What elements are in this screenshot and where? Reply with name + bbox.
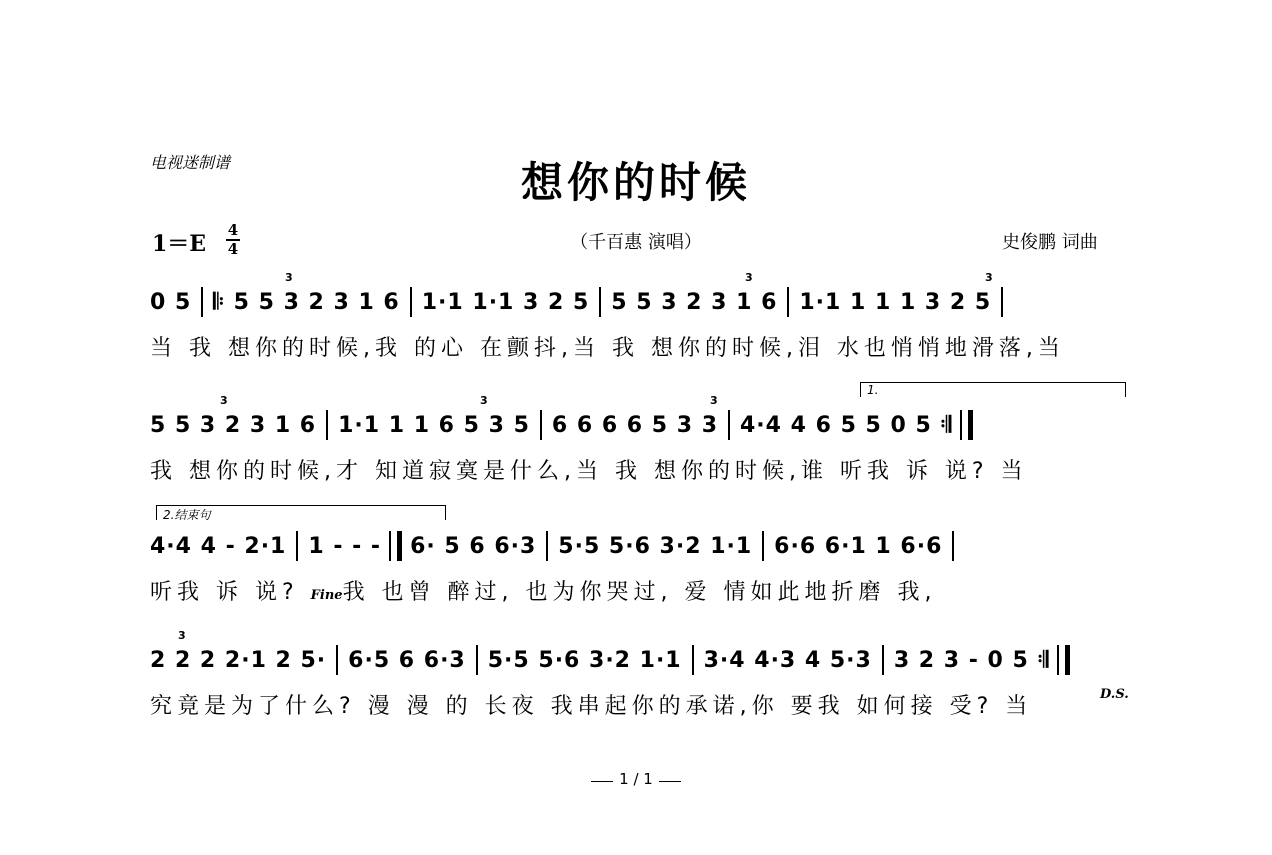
barline [599, 287, 601, 317]
notation-line [150, 410, 1130, 440]
second-ending-bracket: 2.结束句 [156, 505, 446, 520]
barline [546, 531, 548, 561]
notation-line [150, 531, 1130, 561]
page-number: 1 / 1 [619, 770, 653, 788]
triplet-mark: 3 [710, 394, 718, 407]
barline [336, 645, 338, 675]
triplet-mark: 3 [178, 629, 186, 642]
measure: 5 5 3 2 3 1 6 [611, 289, 778, 315]
measure: 1·1 1·1 3 2 5 [421, 289, 590, 315]
first-ending-bracket: 1. [860, 382, 1126, 397]
final-barline [389, 531, 402, 561]
measure: 5·5 5·6 3·2 1·1 [487, 647, 682, 673]
measure: 3·4 4·3 4 5·3 [703, 647, 872, 673]
measure: 4·4 4 - 2·1 [150, 533, 287, 559]
barline [326, 410, 328, 440]
time-signature-top: 4 [227, 221, 239, 239]
dal-segno-marking: D.S. [1100, 687, 1129, 702]
barline [787, 287, 789, 317]
score-system-1 [150, 271, 1130, 367]
song-title: 想你的时候 [520, 158, 751, 207]
barline [410, 287, 412, 317]
measure: 6· 5 6 6·3 [410, 533, 537, 559]
score-system-2 [150, 383, 1130, 490]
performer: （千百惠 演唱） [570, 232, 702, 253]
key-signature: 1＝E [152, 231, 207, 257]
measure: 1 - - - [308, 533, 382, 559]
score-system-4 [150, 629, 1130, 725]
triplet-mark: 3 [480, 394, 488, 407]
measure: 1·1 1 1 6 5 3 5 [338, 412, 530, 438]
barline [201, 287, 203, 317]
barline [476, 645, 478, 675]
measure: 3 2 3 - 0 5 𝄇 [893, 647, 1050, 673]
barline [882, 645, 884, 675]
end-repeat-barline [960, 410, 973, 440]
notation-line [150, 645, 1130, 675]
barline [540, 410, 542, 440]
barline [1001, 287, 1003, 317]
lyrics-line [150, 575, 937, 606]
lyrics-line: 当 我 想你的时候,我 的心 在颤抖,当 我 想你的时候,泪 水也悄悄地滑落,当 [150, 336, 1065, 361]
barline [692, 645, 694, 675]
notation-line [150, 287, 1130, 317]
measure: 5·5 5·6 3·2 1·1 [558, 533, 753, 559]
barline [296, 531, 298, 561]
lyrics-ending: 听我 诉 说? [150, 580, 299, 605]
barline [728, 410, 730, 440]
page-indicator [0, 770, 1272, 788]
triplet-mark: 3 [985, 271, 993, 284]
measure: 6·6 6·1 1 6·6 [774, 533, 943, 559]
measure: 2 2 2 2·1 2 5· [150, 647, 327, 673]
transcriber-credit: 电视迷制谱 [150, 153, 231, 172]
measure: 𝄆 5 5 3 2 3 1 6 [213, 289, 400, 315]
barline [952, 531, 954, 561]
triplet-mark: 3 [220, 394, 228, 407]
measure: 1·1 1 1 1 3 2 5 [799, 289, 992, 315]
measure: 6 6 6 6 5 3 3 [551, 412, 718, 438]
time-signature [224, 222, 242, 258]
lyrics-chorus: 我 也曾 醉过, 也为你哭过, 爱 情如此地折磨 我, [342, 580, 937, 605]
score-system-3 [150, 508, 1130, 611]
lyricist-composer: 史俊鹏 词曲 [1002, 232, 1098, 253]
end-repeat-barline [1057, 645, 1070, 675]
measure: 4·4 4 6 5 5 0 5 𝄇 [740, 412, 953, 438]
fine-marking: Fine [310, 588, 343, 603]
lyrics-line: 究竟是为了什么? 漫 漫 的 长夜 我串起你的承诺,你 要我 如何接 受? 当 [150, 694, 1033, 719]
triplet-mark: 3 [285, 271, 293, 284]
measure: 5 5 3 2 3 1 6 [150, 412, 317, 438]
time-signature-bottom: 4 [227, 240, 239, 258]
measure: 0 5 [150, 289, 192, 315]
measure: 6·5 6 6·3 [348, 647, 466, 673]
lyrics-line: 我 想你的时候,才 知道寂寞是什么,当 我 想你的时候,谁 听我 诉 说? 当 [150, 459, 1028, 484]
barline [762, 531, 764, 561]
triplet-mark: 3 [745, 271, 753, 284]
